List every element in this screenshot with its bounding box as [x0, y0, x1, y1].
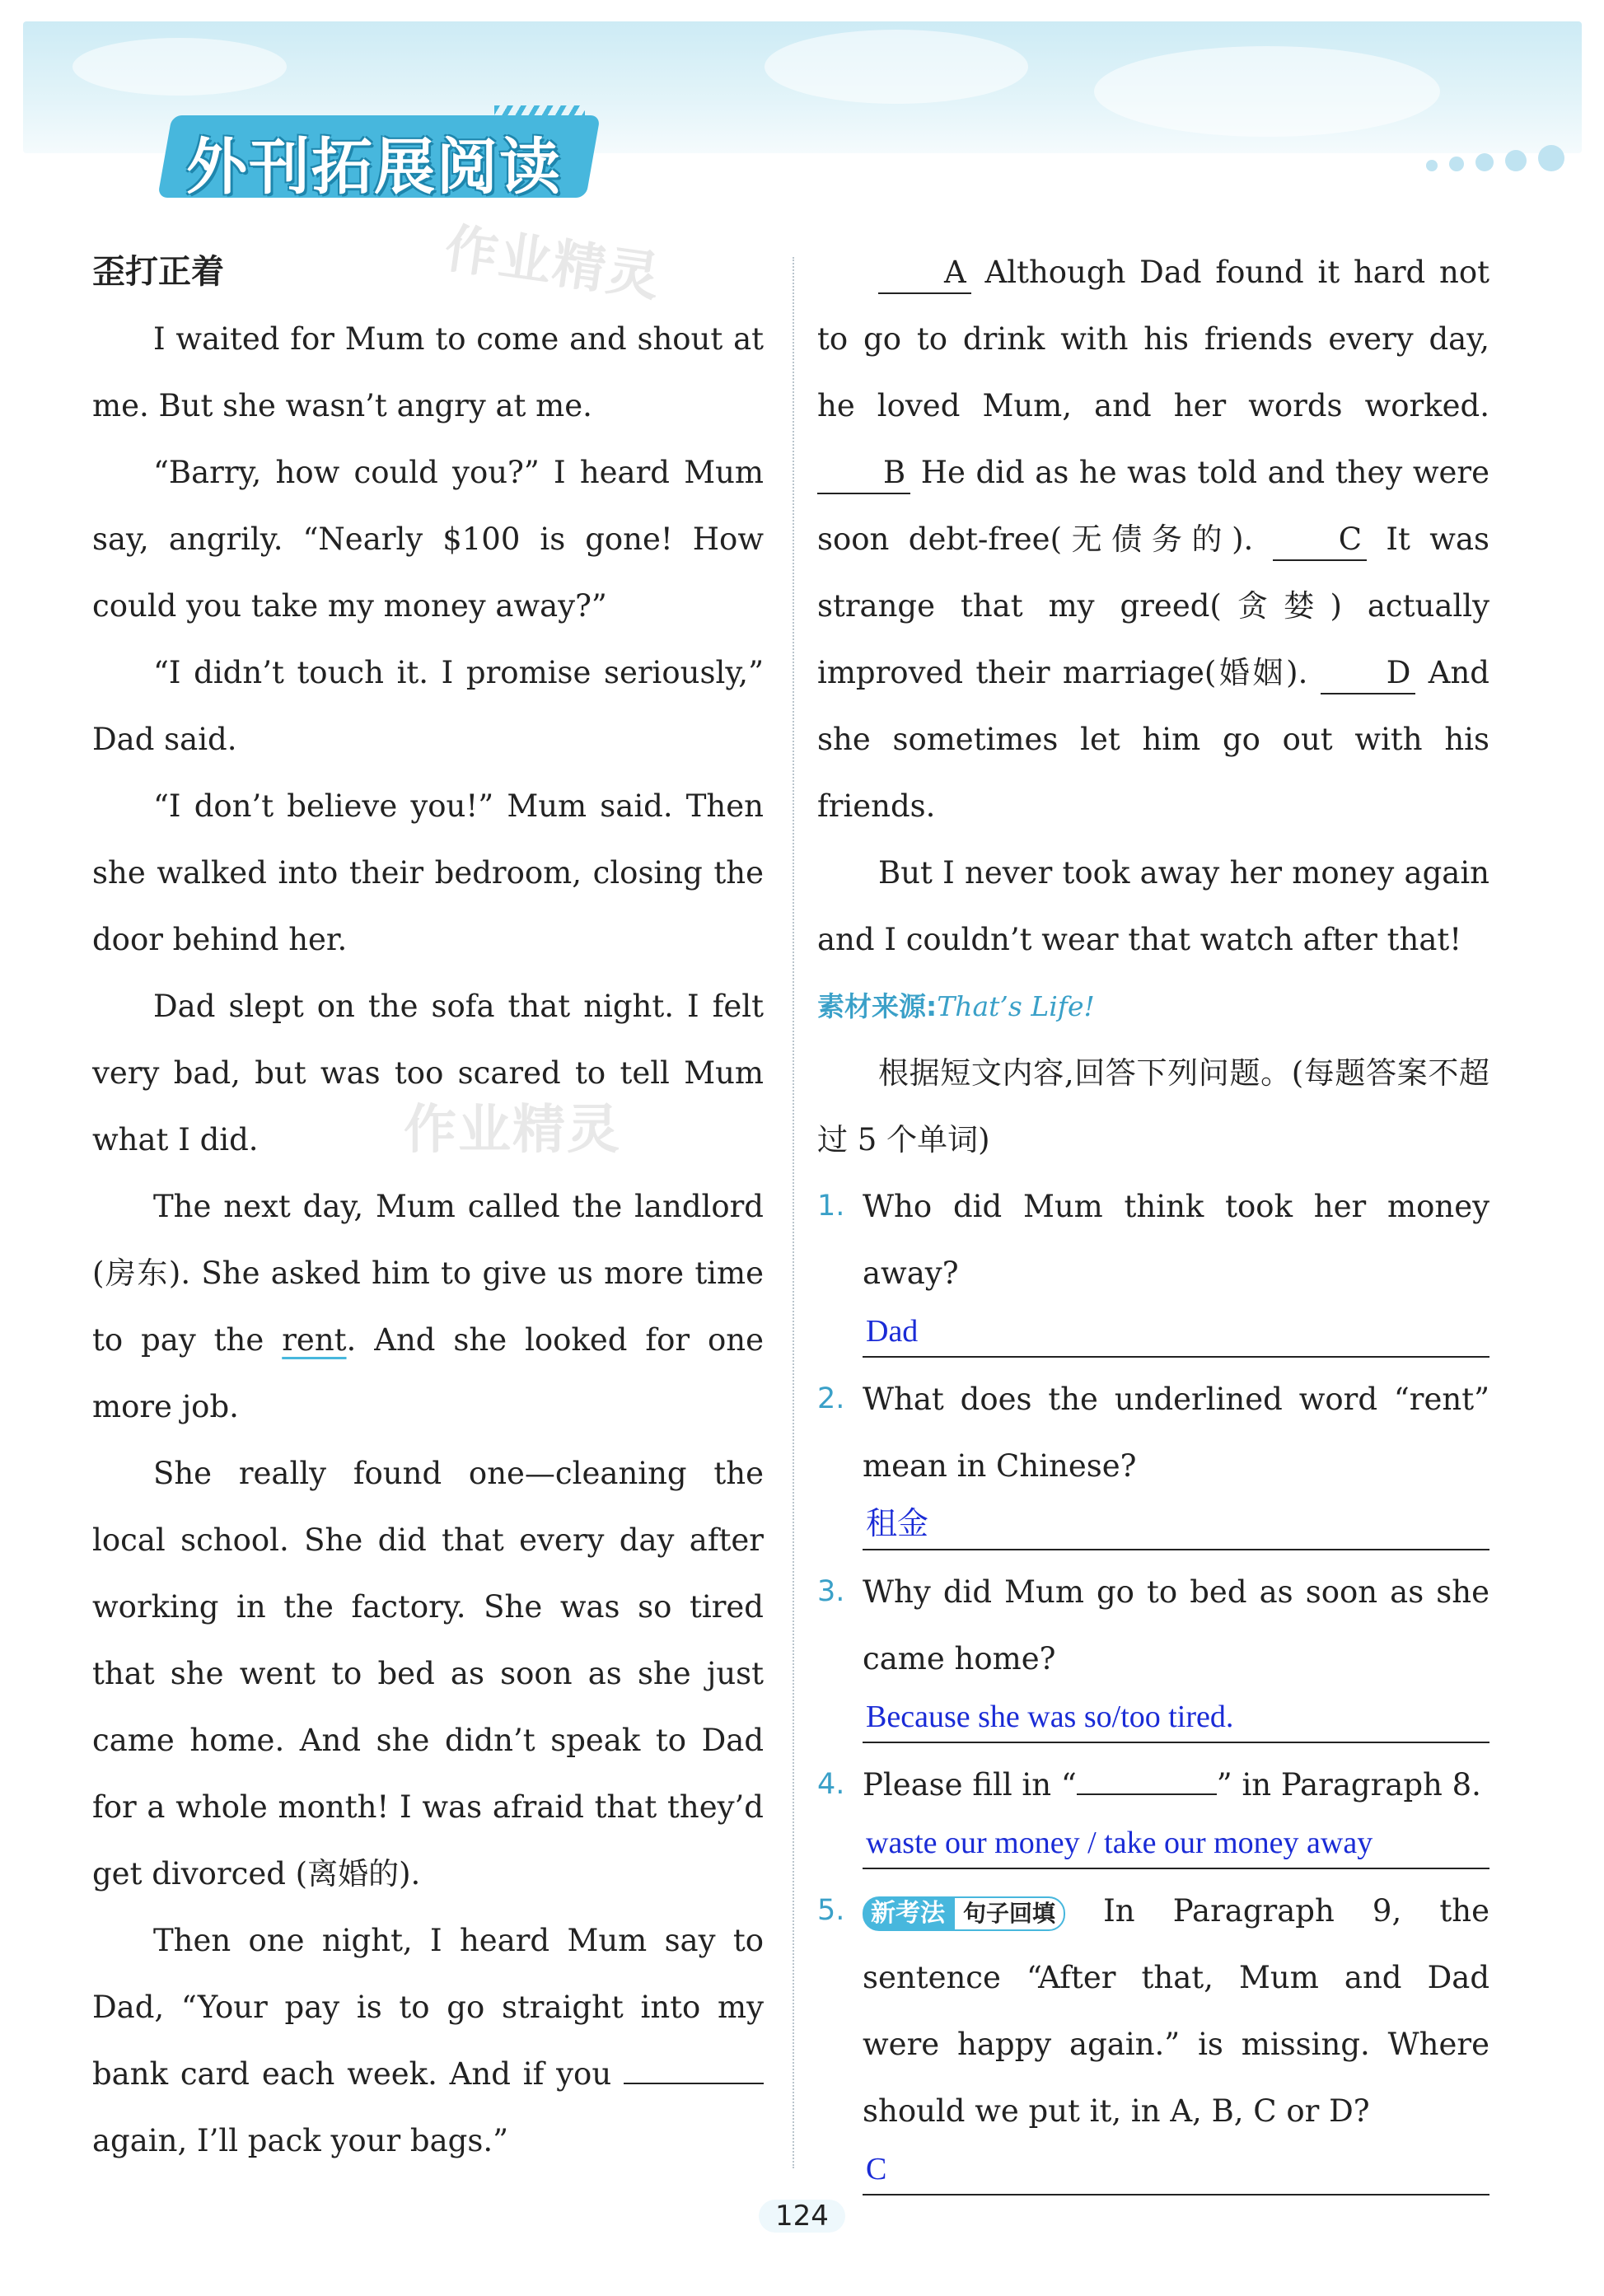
text-span: In Paragraph 9, the sentence “After that, Mum and Dad were happy again.” is missing. Where should we put it, in A, B, C or D? — [863, 1893, 1489, 2129]
question-text — [863, 1877, 1489, 2144]
story-title: 歪打正着 — [92, 253, 224, 291]
question-1 — [817, 1173, 1489, 1307]
text-span: He did as he was told and they were soon debt-free(无债务的). — [817, 455, 1489, 557]
watermark: 作业精灵 — [441, 217, 666, 309]
question-5 — [817, 1877, 1489, 2144]
story-paragraph: “Barry, how could you?” I heard Mum say, angrily. “Nearly $100 is gone! How could you take my money away?” — [92, 455, 764, 624]
story-paragraph: Dad slept on the sofa that night. I felt very bad, but was too scared to tell Mum what I did. — [92, 989, 764, 1157]
question-text: Who did Mum think took her money away? — [863, 1189, 1489, 1291]
fill-in-blank[interactable] — [1077, 1765, 1217, 1795]
cloud-decoration — [72, 38, 287, 96]
story-paragraph: She really found one—cleaning the local school. She did that every day after working in the factory. She was so tired that she went to bed as soon as she just came home. And she didn’t speak to Dad for a whole month! I was afraid that they’d get divorced (离婚的). — [92, 1456, 764, 1892]
answer-field[interactable]: waste our money / take our money away — [863, 1818, 1489, 1869]
right-column — [817, 239, 1489, 2204]
text-span: And she sometimes let him go out with his friends. — [817, 655, 1489, 824]
question-number: 4. — [817, 1768, 845, 1801]
text-span: It was strange that my greed(贪婪) actually improved their marriage(婚姻). — [817, 521, 1489, 690]
position-marker-b: B — [817, 453, 910, 494]
question-3 — [817, 1559, 1489, 1692]
text-span: ” in Paragraph 8. — [1216, 1767, 1481, 1803]
story-paragraph: I waited for Mum to come and shout at me. But she wasn’t angry at me. — [92, 321, 764, 423]
source-line — [817, 973, 1489, 1040]
question-2 — [817, 1366, 1489, 1499]
text-span: Please fill in “ — [863, 1767, 1077, 1803]
cloud-decoration — [1094, 46, 1440, 137]
question-number: 2. — [817, 1382, 845, 1415]
answer-field[interactable]: Because she was so/too tired. — [863, 1692, 1489, 1743]
story-paragraph-letters — [817, 239, 1489, 839]
text-span: Although Dad found it hard not to go to drink with his friends every day, he loved Mum, and her words worked. — [817, 255, 1489, 423]
section-title: 外刊拓展阅读 — [186, 132, 562, 203]
story-paragraph-night — [92, 1907, 764, 2174]
story-paragraph-landlord — [92, 1173, 764, 1440]
stripe-decoration — [494, 105, 585, 122]
fill-in-blank[interactable] — [624, 2055, 764, 2084]
source-value: That’s Life! — [937, 990, 1095, 1022]
underlined-word-rent: rent — [282, 1322, 347, 1358]
text-span: The next day, Mum called the landlord (房东). She asked him to give us more time to pay the — [92, 1189, 764, 1358]
new-method-tag: 新考法 — [863, 1896, 953, 1931]
story-paragraph: “I didn’t touch it. I promise seriously,” Dad said. — [92, 655, 764, 757]
question-text — [863, 1751, 1489, 1818]
text-span: again, I’ll pack your bags.” — [92, 2123, 508, 2158]
text-span: . And she looked for one more job. — [92, 1322, 765, 1424]
story-paragraph: But I never took away her money again and I couldn’t wear that watch after that! — [817, 855, 1489, 957]
source-label: 素材来源: — [817, 990, 938, 1022]
story-paragraph: “I don’t believe you!” Mum said. Then she walked into their bedroom, closing the door behind her. — [92, 788, 764, 957]
question-number: 3. — [817, 1575, 845, 1608]
question-number: 1. — [817, 1190, 845, 1223]
question-type-tag: 句子回填 — [953, 1896, 1065, 1931]
question-number: 5. — [817, 1894, 845, 1927]
answer-field[interactable]: 租金 — [863, 1499, 1489, 1550]
position-marker-c: C — [1273, 520, 1367, 561]
page-number-label: 124 — [759, 2200, 845, 2233]
answer-field[interactable]: C — [863, 2144, 1489, 2195]
question-4 — [817, 1751, 1489, 1818]
position-marker-a: A — [878, 253, 971, 294]
position-marker-d: D — [1321, 653, 1416, 694]
dots-decoration — [1415, 145, 1564, 175]
column-divider — [793, 257, 794, 2168]
question-text: What does the underlined word “rent” mean in Chinese? — [863, 1382, 1489, 1484]
cloud-decoration — [765, 30, 1028, 104]
instructions: 根据短文内容,回答下列问题。(每题答案不超过 5 个单词) — [817, 1055, 1489, 1157]
page-number — [0, 2200, 1604, 2233]
watermark: 作业精灵 — [404, 1100, 621, 1161]
answer-field[interactable]: Dad — [863, 1307, 1489, 1358]
left-column — [92, 239, 764, 2174]
text-span: Then one night, I heard Mum say to Dad, “Your pay is to go straight into my bank card each week. And if you — [92, 1923, 764, 2092]
question-text: Why did Mum go to bed as soon as she came home? — [863, 1574, 1489, 1676]
